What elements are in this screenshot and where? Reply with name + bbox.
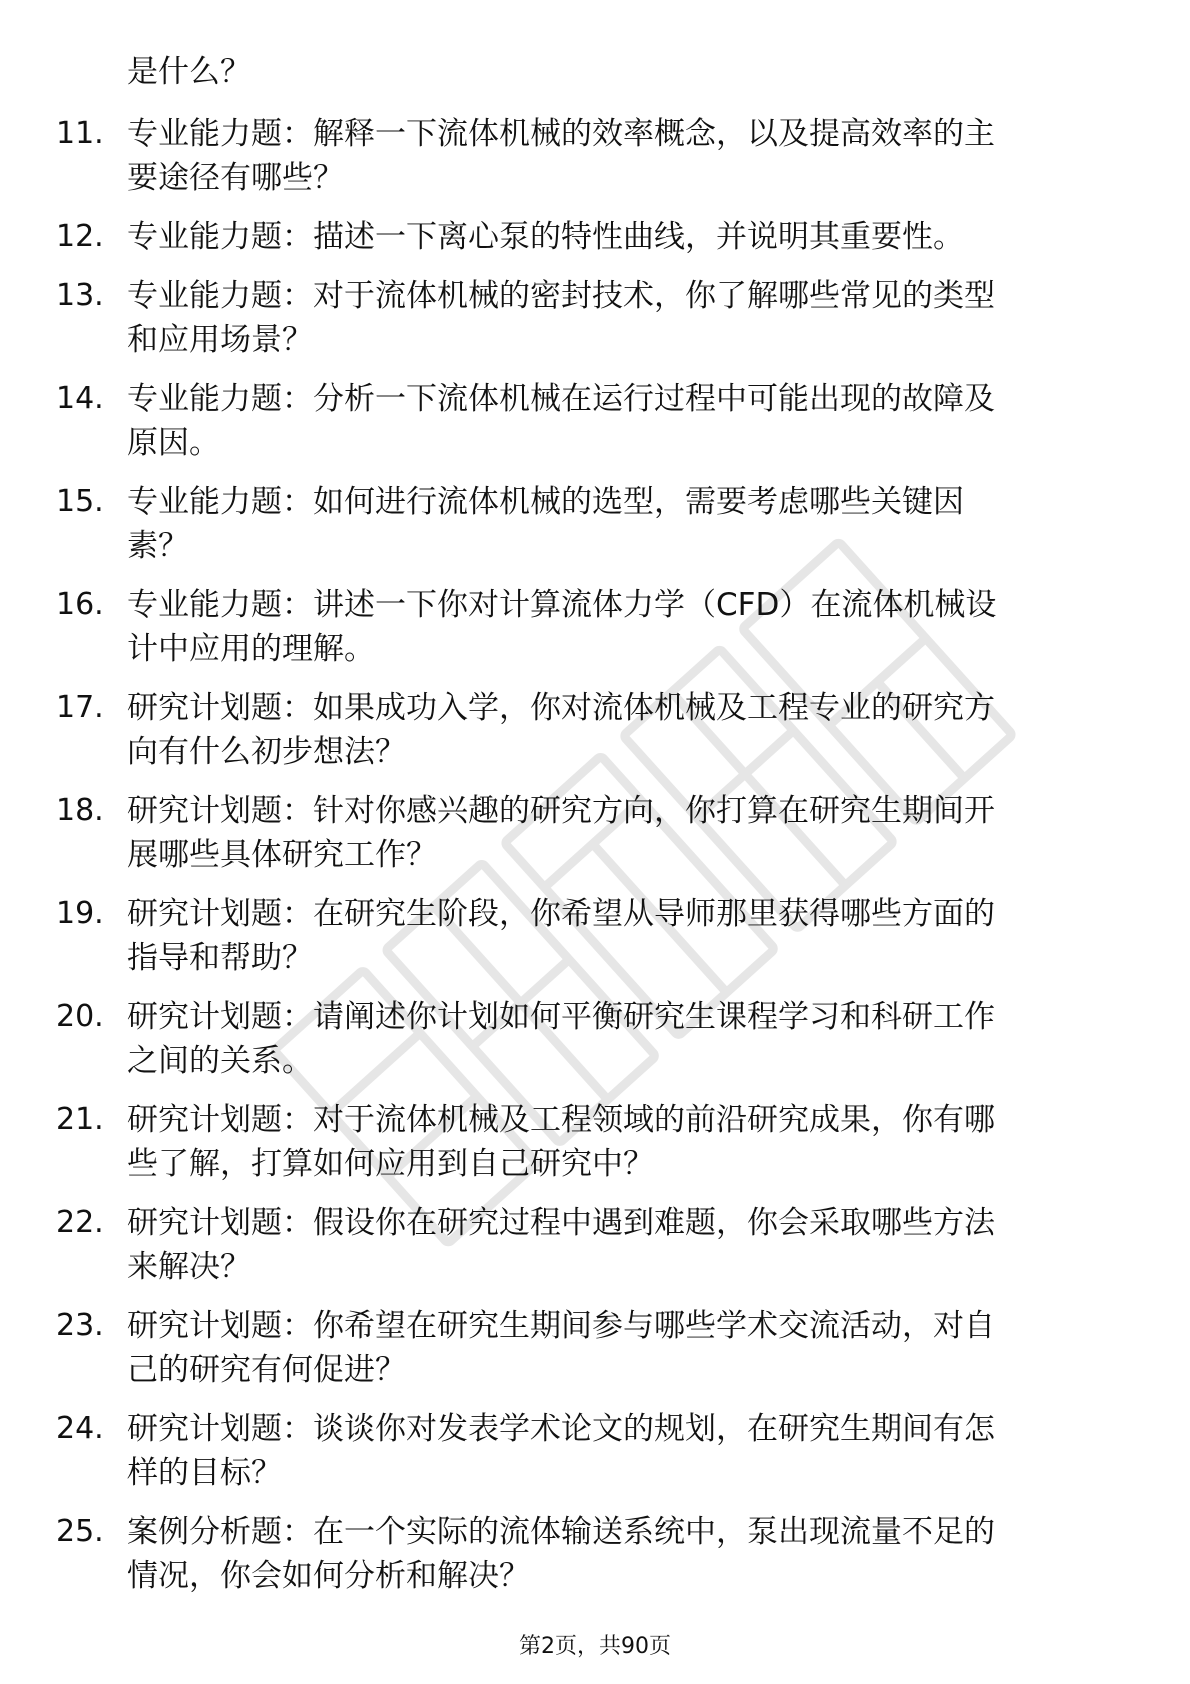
question-text-line: 要途径有哪些？ [127,160,344,196]
question-text-line: 研究计划题：在研究生阶段，你希望从导师那里获得哪些方面的 [127,896,995,932]
question-text [127,892,1107,980]
question-item [0,1407,1190,1495]
question-text [127,1098,1107,1186]
question-text [127,1407,1107,1495]
question-item [0,112,1190,200]
page-footer: 第2页，共90页 [519,1634,671,1659]
question-text-line: 向有什么初步想法？ [127,734,406,770]
question-text-line: 研究计划题：对于流体机械及工程领域的前沿研究成果，你有哪 [127,1102,995,1138]
question-text-line: 素？ [127,528,189,564]
question-text-line: 来解决？ [127,1249,251,1285]
question-text-line: 专业能力题：解释一下流体机械的效率概念，以及提高效率的主 [127,116,995,152]
question-number: 14. [56,381,104,416]
question-text-line: 专业能力题：描述一下离心泵的特性曲线，并说明其重要性。 [127,219,964,255]
question-text [127,274,1107,362]
question-number: 20. [56,999,104,1034]
question-item [0,583,1190,671]
question-list [0,112,1190,1613]
question-text-line: 计中应用的理解。 [127,631,375,667]
question-text [127,480,1107,568]
question-number: 12. [56,219,104,254]
question-text [127,1510,1107,1598]
question-number: 24. [56,1411,104,1446]
question-text-line: 专业能力题：对于流体机械的密封技术，你了解哪些常见的类型 [127,278,995,314]
question-text-line: 样的目标？ [127,1455,282,1491]
question-text [127,377,1107,465]
question-text-line: 之间的关系。 [127,1043,313,1079]
question-text-line: 专业能力题：讲述一下你对计算流体力学（CFD）在流体机械设 [127,587,997,623]
question-item [0,892,1190,980]
question-item [0,1201,1190,1289]
question-item [0,215,1190,259]
question-number: 15. [56,484,104,519]
question-text-line: 些了解，打算如何应用到自己研究中？ [127,1146,654,1182]
question-number: 18. [56,793,104,828]
question-text [127,995,1107,1083]
question-text-line: 原因。 [127,425,220,461]
question-item [0,377,1190,465]
question-text [127,789,1107,877]
question-text-line: 研究计划题：假设你在研究过程中遇到难题，你会采取哪些方法 [127,1205,995,1241]
question-item [0,1510,1190,1598]
question-number: 17. [56,690,104,725]
question-text [127,1201,1107,1289]
question-item [0,274,1190,362]
question-text-line: 己的研究有何促进？ [127,1352,406,1388]
question-text [127,215,1107,259]
question-text-line: 研究计划题：如果成功入学，你对流体机械及工程专业的研究方 [127,690,995,726]
question-number: 19. [56,896,104,931]
question-text-line: 案例分析题：在一个实际的流体输送系统中，泵出现流量不足的 [127,1514,995,1550]
question-item [0,995,1190,1083]
question-text [127,583,1107,671]
question-number: 11. [56,116,104,151]
question-text-line: 展哪些具体研究工作？ [127,837,437,873]
question-item [0,789,1190,877]
question-number: 13. [56,278,104,313]
question-item [0,1098,1190,1186]
question-text-line: 情况，你会如何分析和解决？ [127,1558,530,1594]
question-text [127,112,1107,200]
question-item [0,1304,1190,1392]
question-text-line: 研究计划题：你希望在研究生期间参与哪些学术交流活动，对自 [127,1308,995,1344]
question-text-line: 研究计划题：谈谈你对发表学术论文的规划，在研究生期间有怎 [127,1411,995,1447]
continuation-text: 是什么？ [127,54,251,90]
question-text [127,686,1107,774]
question-text-line: 指导和帮助？ [127,940,313,976]
question-text-line: 研究计划题：针对你感兴趣的研究方向，你打算在研究生期间开 [127,793,995,829]
question-number: 21. [56,1102,104,1137]
question-text-line: 专业能力题：如何进行流体机械的选型，需要考虑哪些关键因 [127,484,964,520]
question-number: 25. [56,1514,104,1549]
question-item [0,480,1190,568]
question-number: 16. [56,587,104,622]
question-item [0,686,1190,774]
question-number: 23. [56,1308,104,1343]
question-text-line: 专业能力题：分析一下流体机械在运行过程中可能出现的故障及 [127,381,995,417]
question-number: 22. [56,1205,104,1240]
question-text-line: 和应用场景？ [127,322,313,358]
question-text [127,1304,1107,1392]
question-text-line: 研究计划题：请阐述你计划如何平衡研究生课程学习和科研工作 [127,999,995,1035]
